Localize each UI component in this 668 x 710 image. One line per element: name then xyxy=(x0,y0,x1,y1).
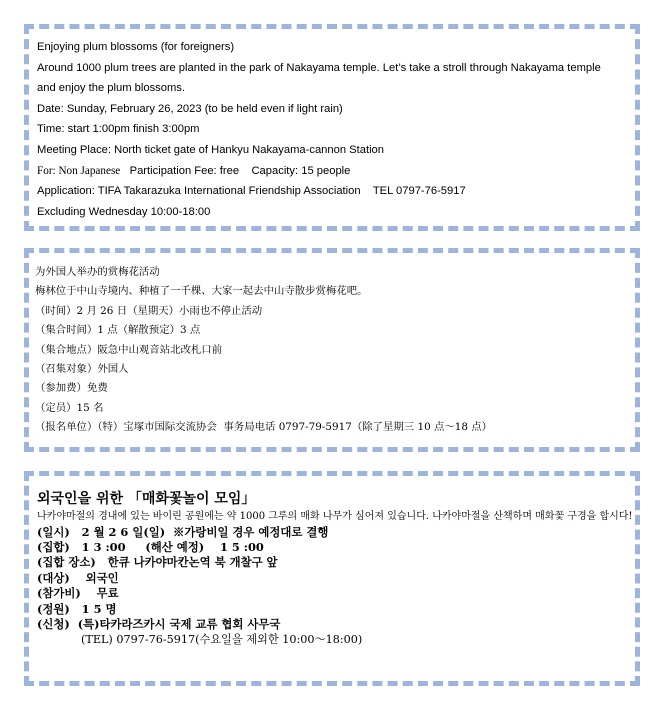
english-fee-capacity: Participation Fee: free Capacity: 15 people xyxy=(120,164,351,177)
english-intro-line-1: Around 1000 plum trees are planted in the park of Nakayama temple. Let’s take a stroll through Nakayama temple xyxy=(37,61,601,74)
korean-capacity: (정원) 1 5 명 xyxy=(37,601,117,616)
english-date: Date: Sunday, February 26, 2023 (to be held even if light rain) xyxy=(37,102,343,115)
korean-contact: (TEL) 0797-76-5917(수요일을 제외한 10:00～18:00) xyxy=(81,633,363,647)
english-for-label: For: Non Japanese xyxy=(37,164,121,177)
chinese-capacity: （定员）15 名 xyxy=(35,401,104,414)
english-time: Time: start 1:00pm finish 3:00pm xyxy=(37,123,200,136)
english-eligibility-row xyxy=(37,161,635,182)
chinese-fee: （参加费）免费 xyxy=(35,382,108,395)
chinese-time: （时间）2 月 26 日（星期天）小雨也不停止活动 xyxy=(35,304,263,317)
korean-target: (대상) 외국인 xyxy=(37,570,119,585)
korean-place: (집합 장소) 한큐 나카야마칸논역 북 개찰구 앞 xyxy=(37,555,278,570)
korean-application: (신청) (특)타카라즈카시 국제 교류 협회 사무국 xyxy=(37,616,281,631)
chinese-gather-place: （集合地点）阪急中山观音站北改札口前 xyxy=(35,343,223,356)
english-title: Enjoying plum blossoms (for foreigners) xyxy=(37,41,235,53)
korean-notice-box xyxy=(24,471,640,686)
english-meeting-place: Meeting Place: North ticket gate of Hankyu Nakayama-cannon Station xyxy=(37,143,384,156)
chinese-gather-time: （集合时间）1 点（解散预定）3 点 xyxy=(35,324,201,337)
korean-gather: (집합) 1 3 :00 (해산 예정) 1 5 :00 xyxy=(37,539,264,554)
korean-title: 외국인을 위한 「매화꽃놀이 모임」 xyxy=(37,491,256,507)
english-hours: Excluding Wednesday 10:00-18:00 xyxy=(37,205,211,218)
chinese-intro: 梅林位于中山寺境内、种植了一千棵、大家一起去中山寺散步赏梅花吧。 xyxy=(35,285,368,298)
english-notice-box xyxy=(24,24,640,231)
chinese-notice-box xyxy=(24,248,640,452)
korean-fee: (참가비) 무료 xyxy=(37,586,119,601)
chinese-application: （报名单位）（特）宝塚市国际交流协会 事务局电话 0797-79-5917（除了星期三 10 点～18 点） xyxy=(35,421,493,434)
korean-intro: 나카야마절의 경내에 있는 바이린 공원에는 약 1000 그루의 매화 나무가 심어져 있습니다. 나카야마절을 산책하며 매화꽃 구경을 합시다! xyxy=(37,511,633,522)
english-intro-line-2: and enjoy the plum blossoms. xyxy=(37,82,186,95)
korean-date: (일시) 2 월 2 6 일(일) ※가랑비일 경우 예정대로 결행 xyxy=(37,524,329,539)
english-application: Application: TIFA Takarazuka International Friendship Association TEL 0797-76-5917 xyxy=(37,185,466,198)
chinese-target: （召集对象）外国人 xyxy=(35,363,129,376)
chinese-title: 为外国人举办的赏梅花活动 xyxy=(35,266,160,278)
